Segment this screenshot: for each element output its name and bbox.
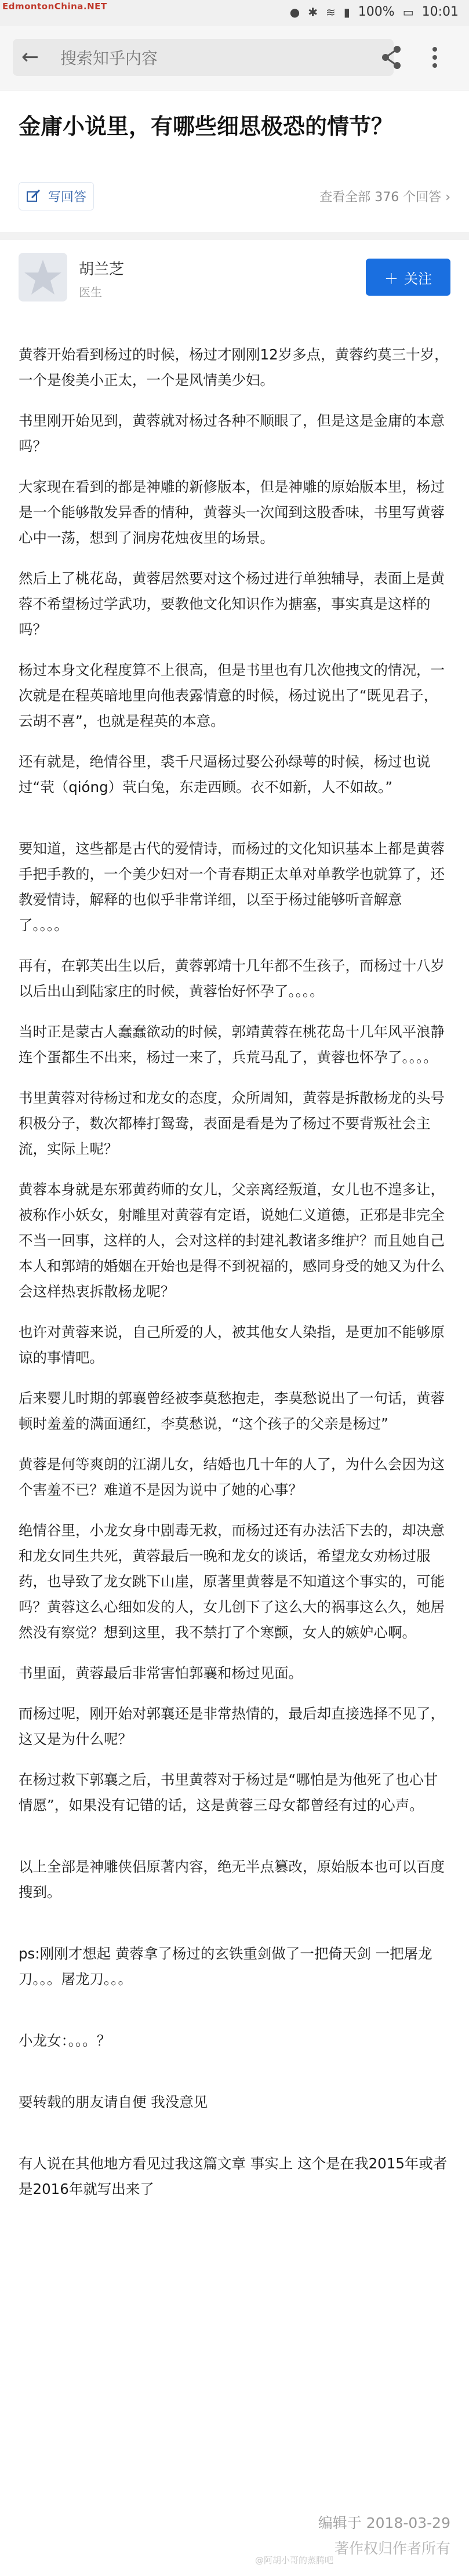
spacer [19, 1920, 450, 1941]
bluetooth-icon: ✱ [308, 5, 318, 19]
author-info [19, 253, 450, 311]
answer-paragraph: 杨过本身文化程度算不上很高，但是书里也有几次他拽文的情况，一次就是在程英暗地里向他表露情意的时候，杨过说出了“既见君子，云胡不喜”，也就是程英的本意。 [19, 662, 445, 729]
chevron-right-icon: › [445, 190, 450, 205]
answer-paragraph: 绝情谷里，小龙女身中剧毒无救，而杨过还有办法活下去的，却决意和龙女同生共死，黄蓉最后一晚和龙女的谈话，希望龙女劝杨过服药，也导致了龙女跳下山崖，原著里黄蓉是不知道这个事实的，可能吗？黄蓉这么心细如发的人，女儿创下了这么大的祸事这么久，她居然没有察觉？想到这里，我不禁打了个寒颤，女人的嫉妒心啊。 [19, 1522, 445, 1641]
answer-paragraph: 还有就是，绝情谷里，裘千尺逼杨过娶公孙绿萼的时候，杨过也说过“茕（qióng）茕白兔，东走西顾。衣不如新，人不如故。” [19, 753, 431, 795]
answer-paragraph: ps:刚刚才想起 黄蓉拿了杨过的玄铁重剑做了一把倚天剑 一把屠龙刀。。。屠龙刀。。。 [19, 1945, 432, 1988]
answer-action-bar [19, 179, 450, 213]
share-icon[interactable] [380, 43, 403, 71]
top-search-bar [0, 26, 469, 90]
answer-paragraph: 有人说在其他地方看见过我这篇文章 事实上 这个是在我2015年或者是2016年就写出来了 [19, 2155, 448, 2197]
edited-date: 编辑于 2018-03-29 [318, 2515, 450, 2531]
answer-paragraph: 要转载的朋友请自便 我没意见 [19, 2094, 208, 2110]
answer-paragraph: 书里面，黄蓉最后非常害怕郭襄和杨过见面。 [19, 1665, 303, 1681]
answer-paragraph: 在杨过救下郭襄之后，书里黄蓉对于杨过是“哪怕是为他死了也心甘情愿”，如果没有记错的话，这是黄蓉三母女都曾经有过的心声。 [19, 1771, 438, 1814]
answer-paragraph: 黄蓉本身就是东邪黄药师的女儿，父亲离经叛道，女儿也不遑多让，被称作小妖女，射雕里对黄蓉有定语，说她仁义道德，正邪是非完全不当一回事，这样的人，会对这样的封建礼教诸多维护？而且她自己本人和郭靖的婚姻在开始也是得不到祝福的，感同身受的她又为什么会这样热衷拆散杨龙呢？ [19, 1181, 445, 1300]
spacer [19, 815, 450, 836]
bottom-watermark: @阿胡小哥的蒸腾吧 [255, 2555, 334, 2566]
pencil-icon [26, 188, 41, 204]
answer-paragraph: 也许对黄蓉来说，自己所爱的人，被其他女人染指，是更加不能够原谅的事情吧。 [19, 1324, 445, 1366]
follow-button[interactable] [366, 259, 450, 296]
avatar[interactable] [19, 253, 67, 301]
spacer [19, 2130, 450, 2151]
follow-label: 关注 [404, 270, 432, 287]
spacer [19, 2069, 450, 2090]
copyright-notice: 著作权归作者所有 [334, 2540, 450, 2557]
battery-icon: ▭ [402, 5, 414, 19]
write-answer-label: 写回答 [48, 190, 87, 205]
battery-percent: 100% [358, 5, 395, 19]
author-description: 医生 [79, 285, 102, 299]
question-title[interactable]: 金庸小说里，有哪些细思极恐的情节？ [19, 114, 394, 139]
author-name[interactable]: 胡兰芝 [79, 261, 125, 278]
plus-icon: ＋ [384, 270, 398, 287]
search-box[interactable] [13, 39, 394, 76]
write-answer-button[interactable] [19, 182, 94, 210]
answer-paragraph: 后来婴儿时期的郭襄曾经被李莫愁抱走，李莫愁说出了一句话，黄蓉顿时羞羞的满面通红，李莫愁说，“这个孩子的父亲是杨过” [19, 1390, 445, 1432]
view-all-answers-link[interactable] [319, 187, 450, 205]
status-icons [290, 5, 459, 19]
answer-content [19, 342, 450, 2217]
view-all-label: 查看全部 376 个回答 [319, 190, 442, 205]
answer-paragraph: 大家现在看到的都是神雕的新修版本，但是神雕的原始版本里，杨过是一个能够散发异香的情种，黄蓉头一次闻到这股香味，书里写黄蓉心中一荡，想到了洞房花烛夜里的场景。 [19, 478, 445, 546]
answer-paragraph: 要知道，这些都是古代的爱情诗，而杨过的文化知识基本上都是黄蓉手把手教的，一个美少妇对一个青春期正太单对单教学也就算了，还教爱情诗，解释的也似乎非常详细，以至于杨过能够听音解意了。。。。 [19, 840, 445, 933]
section-divider [0, 232, 469, 240]
notification-icon: ● [289, 5, 300, 19]
spacer [19, 1833, 450, 1854]
answer-meta [19, 2510, 450, 2562]
answer-paragraph: 然后上了桃花岛，黄蓉居然要对这个杨过进行单独辅导，表面上是黄蓉不希望杨过学武功，要教他文化知识作为搪塞，事实真是这样的吗？ [19, 570, 445, 638]
clock-time: 10:01 [421, 5, 459, 19]
answer-paragraph: 黄蓉是何等爽朗的江湖儿女，结婚也几十年的人了，为什么会因为这个害羞不已？难道不是因为说中了她的心事？ [19, 1456, 445, 1498]
site-watermark: EdmontonChina.NET [2, 1, 107, 12]
status-bar [0, 0, 469, 26]
signal-icon: ▮ [343, 5, 350, 19]
answer-paragraph: 小龙女：。。。？ [19, 2032, 111, 2049]
back-arrow-icon[interactable]: ← [21, 45, 39, 69]
answer-paragraph: 书里刚开始见到，黄蓉就对杨过各种不顺眼了，但是这是金庸的本意吗？ [19, 412, 445, 455]
wifi-icon: ≋ [326, 5, 336, 19]
more-options-icon[interactable] [429, 43, 441, 71]
search-input[interactable]: 搜索知乎内容 [60, 49, 158, 68]
answer-paragraph: 书里黄蓉对待杨过和龙女的态度，众所周知，黄蓉是拆散杨龙的头号积极分子，数次都棒打鸳鸯，表面是看是为了杨过不要背叛社会主流，实际上呢？ [19, 1089, 445, 1157]
spacer [19, 2007, 450, 2028]
answer-paragraph: 当时正是蒙古人蠢蠢欲动的时候，郭靖黄蓉在桃花岛十几年风平浪静连个蛋都生不出来，杨过一来了，兵荒马乱了，黄蓉也怀孕了。。。。 [19, 1023, 445, 1066]
answer-paragraph: 再有，在郭芙出生以后，黄蓉郭靖十几年都不生孩子，而杨过十八岁以后出山到陆家庄的时候，黄蓉怡好怀孕了。。。。 [19, 957, 445, 1000]
answer-paragraph: 黄蓉开始看到杨过的时候，杨过才刚刚12岁多点，黄蓉约莫三十岁，一个是俊美小正太，一个是风情美少妇。 [19, 346, 449, 388]
answer-paragraph: 以上全部是神雕侠侣原著内容，绝无半点篡改，原始版本也可以百度搜到。 [19, 1858, 445, 1901]
answer-paragraph: 而杨过呢，刚开始对郭襄还是非常热情的，最后却直接选择不见了，这又是为什么呢？ [19, 1705, 445, 1747]
